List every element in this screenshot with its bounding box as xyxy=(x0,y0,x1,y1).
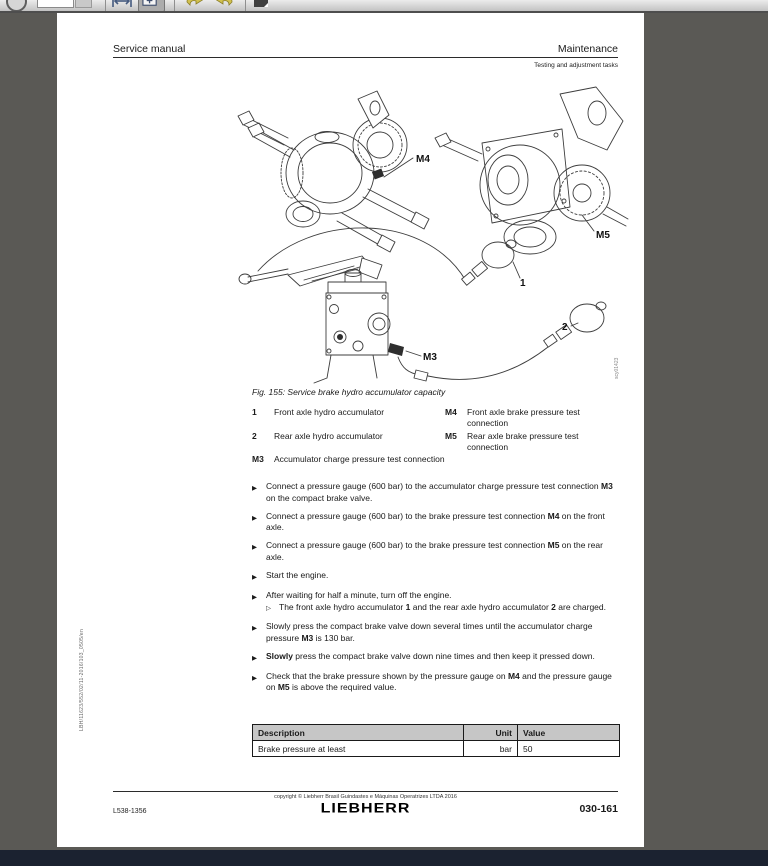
marquee-zoom-button[interactable] xyxy=(138,0,165,12)
table-header-row xyxy=(253,725,620,741)
rear-axle-drawing xyxy=(435,87,628,254)
toolbar-divider xyxy=(245,0,246,11)
result-marker-icon: ▷ xyxy=(266,605,271,612)
instruction-step xyxy=(252,621,613,644)
step-text: Check that the brake pressure shown by the pressure gauge on M4 and the pressure gauge on M5 is above the required value. xyxy=(266,670,612,692)
step-marker-icon: ▶ xyxy=(252,485,257,492)
header-rule xyxy=(113,57,618,58)
instruction-step xyxy=(252,540,613,563)
step-text: Connect a pressure gauge (600 bar) to the accumulator charge pressure test connection M3 on the compact brake valve. xyxy=(266,481,613,503)
legend-text: Accumulator charge pressure test connection xyxy=(274,454,445,464)
legend-key: M4 xyxy=(445,407,457,417)
label-accumulator-2: 2 xyxy=(562,322,568,333)
instruction-step xyxy=(252,671,613,694)
table-cell: bar xyxy=(464,741,518,757)
footer-page-number: 030-161 xyxy=(579,803,618,815)
figure-id-watermark: scy01423 xyxy=(614,357,620,379)
document-control-code: LBH/11623/552/02/11-2016/103_0505/en xyxy=(79,628,85,731)
table-header-cell: Value xyxy=(518,725,620,741)
table-cell: Brake pressure at least xyxy=(253,741,464,757)
liebherr-logo: LIEBHERR xyxy=(320,801,411,816)
table-header-cell: Description xyxy=(253,725,464,741)
value-table-wrap xyxy=(252,724,619,757)
legend-text: Front axle brake pressure test connection xyxy=(467,407,580,428)
front-axle-drawing xyxy=(238,91,430,252)
label-m3: M3 xyxy=(423,352,437,363)
navigation-dial-icon[interactable] xyxy=(6,0,27,12)
table-header-cell: Unit xyxy=(464,725,518,741)
value-table xyxy=(252,724,620,757)
legend-text: Rear axle brake pressure test connection xyxy=(467,430,579,452)
step-text: After waiting for half a minute, turn off the engine. xyxy=(266,589,452,600)
page-input-spinner[interactable] xyxy=(75,0,92,8)
legend-key: 2 xyxy=(252,430,257,441)
fit-width-icon[interactable] xyxy=(110,0,134,10)
figure-155-illustration xyxy=(230,85,630,387)
instruction-step xyxy=(252,481,613,504)
legend-item xyxy=(252,407,445,431)
instruction-step xyxy=(252,511,613,534)
result-text: The front axle hydro accumulator 1 and the rear axle hydro accumulator 2 are charged. xyxy=(279,602,606,612)
table-cell: 50 xyxy=(518,741,620,757)
legend-key: M5 xyxy=(445,430,457,441)
step-result xyxy=(266,602,613,615)
instruction-step xyxy=(252,590,613,615)
step-text: Connect a pressure gauge (600 bar) to the brake pressure test connection M4 on the front axle. xyxy=(266,510,605,532)
step-marker-icon: ▶ xyxy=(252,514,257,522)
pdf-viewer-toolbar xyxy=(0,0,768,13)
step-text: Slowly press the compact brake valve down nine times and then keep it pressed down. xyxy=(266,650,595,661)
step-text: Start the engine. xyxy=(266,569,329,580)
figure-caption: Fig. 155: Service brake hydro accumulator capacity xyxy=(252,387,446,397)
previous-view-icon[interactable] xyxy=(183,0,207,10)
instruction-step xyxy=(252,651,613,665)
page-number-input[interactable] xyxy=(37,0,74,8)
label-m4: M4 xyxy=(416,154,430,165)
snapshot-tool-icon[interactable] xyxy=(251,0,273,10)
next-view-icon[interactable] xyxy=(212,0,236,10)
step-marker-icon: ▶ xyxy=(252,593,257,601)
legend-column-2 xyxy=(445,407,618,478)
legend-key: M3 xyxy=(252,454,264,464)
legend-text: Front axle hydro accumulator xyxy=(274,407,385,417)
toolbar-divider xyxy=(105,0,106,11)
taskbar-strip xyxy=(0,850,768,866)
figure-legend xyxy=(252,407,618,478)
step-marker-icon: ▶ xyxy=(252,573,257,581)
instruction-steps xyxy=(252,481,613,700)
label-accumulator-1: 1 xyxy=(520,278,526,289)
instruction-step xyxy=(252,570,613,584)
brake-valve-drawing xyxy=(239,228,620,383)
legend-column-1 xyxy=(252,407,445,478)
legend-item xyxy=(252,454,445,478)
footer-rule xyxy=(113,791,618,792)
step-marker-icon: ▶ xyxy=(252,674,257,682)
toolbar-divider xyxy=(174,0,175,11)
step-text: Slowly press the compact brake valve down several times until the accumulator charge pressure M3 is 130 bar. xyxy=(266,621,593,643)
header-left-title: Service manual xyxy=(113,43,186,55)
legend-text: Rear axle hydro accumulator xyxy=(274,430,383,441)
legend-item xyxy=(445,431,618,455)
step-marker-icon: ▶ xyxy=(252,544,257,551)
step-marker-icon: ▶ xyxy=(252,625,257,632)
header-right-title: Maintenance xyxy=(557,43,618,55)
table-row xyxy=(253,741,620,757)
footer-document-code: L538-1356 xyxy=(113,808,147,815)
document-page xyxy=(57,13,644,847)
step-text: Connect a pressure gauge (600 bar) to the brake pressure test connection M5 on the rear axle. xyxy=(266,540,603,562)
legend-key: 1 xyxy=(252,407,257,417)
marquee-zoom-icon xyxy=(139,0,162,9)
footer-copyright: copyright © Liebherr Brasil Guindastes e Máquinas Operatrizes LTDA 2016 xyxy=(274,794,457,800)
legend-item xyxy=(445,407,618,431)
header-subtitle: Testing and adjustment tasks xyxy=(534,62,618,69)
legend-item xyxy=(252,431,445,455)
step-marker-icon: ▶ xyxy=(252,654,257,662)
label-m5: M5 xyxy=(596,230,610,241)
